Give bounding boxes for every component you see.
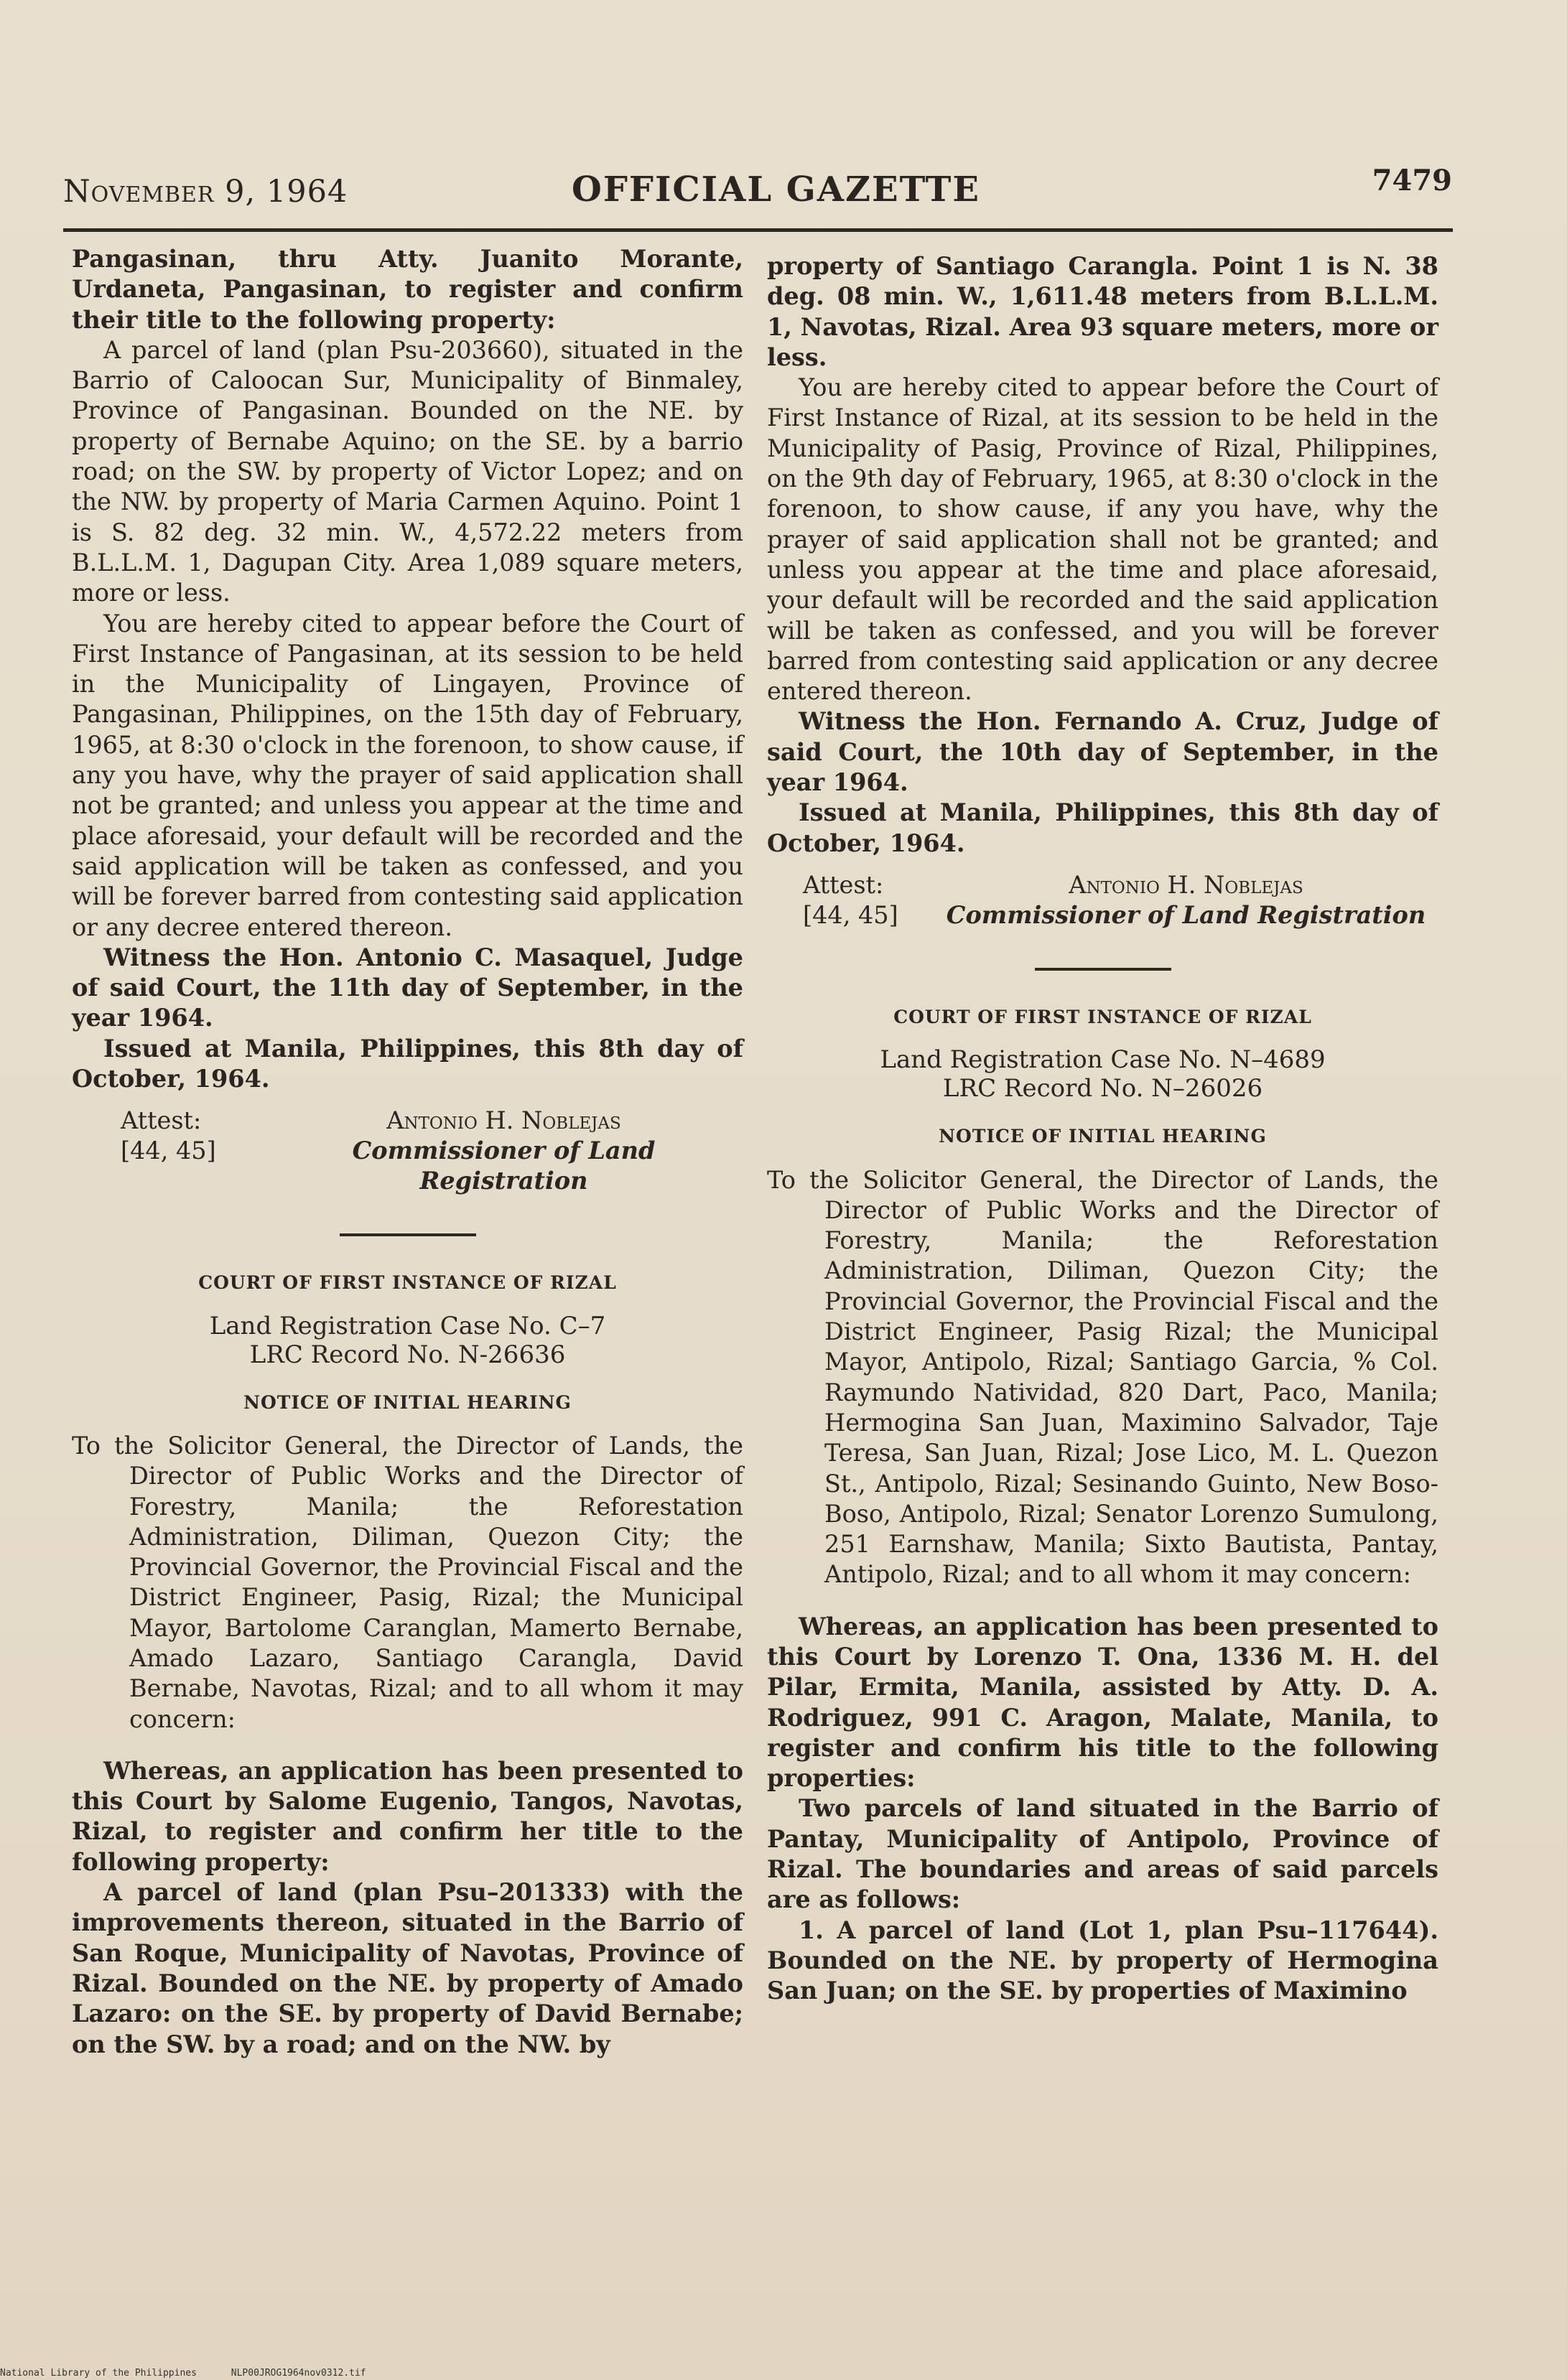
attest-label: Attest: — [803, 870, 884, 899]
paragraph: Witness the Hon. Fernando A. Cruz, Judge of said Court, the 10th day of September, in the year 1964. — [767, 707, 1438, 797]
footer-source: National Library of the Philippines — [0, 2368, 197, 2379]
attest-title: Commissioner of Land Registration — [352, 1137, 656, 1195]
paragraph: Witness the Hon. Antonio C. Masaquel, Judge of said Court, the 11th day of September, in the year 1964. — [72, 943, 743, 1032]
attestation — [767, 870, 1438, 930]
paragraph: property of Santiago Carangla. Point 1 is N. 38 deg. 08 min. W., 1,611.48 meters from B.L.L.M. 1, Navotas, Rizal. Area 93 square meters, more or less. — [767, 252, 1438, 371]
case-number — [72, 1312, 743, 1369]
lrc-record-number: LRC Record No. N-26636 — [249, 1340, 566, 1369]
paragraph: Pangasinan, thru Atty. Juanito Morante, Urdaneta, Pangasinan, to register and confirm their title to the following property: — [72, 245, 743, 334]
paragraph: Two parcels of land situated in the Barrio of Pantay, Municipality of Antipolo, Province of Rizal. The boundaries and areas of said parcels are as follows: — [767, 1794, 1438, 1914]
left-column — [72, 244, 743, 2060]
attest-label: Attest: — [121, 1106, 202, 1135]
attestation — [72, 1106, 743, 1196]
paragraph: A parcel of land (plan Psu-203660), situated in the Barrio of Caloocan Sur, Municipality of Binmaley, Province of Pangasinan. Bounded on the NE. by property of Bernabe Aquino; on the SE. by a barrio road; on the SW. by property of Victor Lopez; and on the NW. by property of Maria Carmen Aquino. Point 1 is S. 82 deg. 32 min. W., 4,572.22 meters from B.L.L.M. 1, Dagupan City. Area 1,089 square meters, more or less. — [72, 335, 743, 607]
paragraph: You are hereby cited to appear before the Court of First Instance of Rizal, at its session to be held in the Municipality of Pasig, Province of Rizal, Philippines, on the 9th day of February, 1965, at 8:30 o'clock in the forenoon, to show cause, if any you have, why the prayer of said application shall not be granted; and unless you appear at the time and place aforesaid, your default will be recorded and the said application will be taken as confessed, and you will be forever barred from contesting said application or any decree entered thereon. — [767, 373, 1438, 706]
paragraph: You are hereby cited to appear before the Court of First Instance of Pangasinan, at its session to be held in the Municipality of Lingayen, Province of Pangasinan, Philippines, on the 15th day of February, 1965, at 8:30 o'clock in the forenoon, to show cause, if any you have, why the prayer of said application shall not be granted; and unless you appear at the time and place aforesaid, your default will be recorded and the said application will be taken as confessed, and you will be forever barred from contesting said application or any decree entered thereon. — [72, 609, 743, 941]
addressees: To the Solicitor General, the Director of Lands, the Director of Public Works and the Director of Forestry, Manila; the Reforestation Administration, Diliman, Quezon City; the Provincial Governor, the Provincial Fiscal and the District Engineer, Pasig, Rizal; the Municipal Mayor, Bartolome Caranglan, Mamerto Bernabe, Amado Lazaro, Santiago Carangla, David Bernabe, Navotas, Rizal; and to all whom it may concern: — [72, 1431, 743, 1733]
case-number — [767, 1045, 1438, 1103]
section-divider — [1035, 968, 1171, 971]
addressees: To the Solicitor General, the Director of Lands, the Director of Public Works and the Director of Forestry, Manila; the Reforestation Administration, Diliman, Quezon City; the Provincial Governor, the Provincial Fiscal and the District Engineer, Pasig Rizal; the Municipal Mayor, Antipolo, Rizal; Santiago Garcia, % Col. Raymundo Natividad, 820 Dart, Paco, Manila; Hermogina San Juan, Maximino Salvador, Taje Teresa, San Juan, Rizal; Jose Lico, M. L. Quezon St., Antipolo, Rizal; Sesinando Guinto, New Boso-Boso, Antipolo, Rizal; Senator Lorenzo Sumulong, 251 Earnshaw, Manila; Sixto Bautista, Pantay, Antipolo, Rizal; and to all whom it may concern: — [767, 1165, 1438, 1589]
court-heading: COURT OF FIRST INSTANCE OF RIZAL — [893, 1006, 1312, 1027]
attest-name: Antonio H. Noblejas — [1069, 870, 1303, 899]
header-date: November 9, 1964 — [63, 174, 348, 210]
right-column — [767, 251, 1438, 2007]
case-number-text: Land Registration Case No. N–4689 — [880, 1045, 1326, 1075]
notice-heading: NOTICE OF INITIAL HEARING — [939, 1126, 1267, 1147]
footer-file: NLP00JROG1964nov0312.tif — [231, 2368, 366, 2379]
header-title: OFFICIAL GAZETTE — [572, 169, 980, 210]
case-number-text: Land Registration Case No. C–7 — [209, 1311, 606, 1340]
attest-name: Antonio H. Noblejas — [386, 1106, 621, 1135]
paragraph: Issued at Manila, Philippines, this 8th day of October, 1964. — [767, 798, 1438, 857]
paragraph: Issued at Manila, Philippines, this 8th day of October, 1964. — [72, 1034, 743, 1093]
header-rule — [63, 228, 1453, 232]
attest-reference: [44, 45] — [803, 900, 898, 929]
paragraph: A parcel of land (plan Psu–201333) with the improvements thereon, situated in the Barrio of San Roque, Municipality of Navotas, Province of Rizal. Bounded on the NE. by property of Amado Lazaro: on the SE. by property of David Bernabe; on the SW. by a road; and on the NW. by — [72, 1878, 743, 2058]
lrc-record-number: LRC Record No. N–26026 — [942, 1074, 1263, 1103]
paragraph: Whereas, an application has been presented to this Court by Lorenzo T. Ona, 1336 M. H. del Pilar, Ermita, Manila, assisted by Atty. D. A. Rodriguez, 991 C. Aragon, Malate, Manila, to register and confirm his title to the following properties: — [767, 1612, 1438, 1793]
paragraph: Whereas, an application has been presented to this Court by Salome Eugenio, Tangos, Navotas, Rizal, to register and confirm her title to the following property: — [72, 1756, 743, 1876]
notice-heading: NOTICE OF INITIAL HEARING — [243, 1391, 572, 1413]
paragraph: 1. A parcel of land (Lot 1, plan Psu–117644). Bounded on the NE. by property of Hermogina San Juan; on the SE. by properties of Maximino — [767, 1915, 1438, 2005]
page-number: 7479 — [1372, 164, 1452, 197]
court-heading: COURT OF FIRST INSTANCE OF RIZAL — [198, 1272, 617, 1294]
scan-footer — [0, 2368, 395, 2379]
page-header — [63, 164, 1452, 221]
attest-title: Commissioner of Land Registration — [946, 900, 1426, 929]
attest-reference: [44, 45] — [121, 1137, 216, 1165]
section-divider — [340, 1233, 476, 1236]
